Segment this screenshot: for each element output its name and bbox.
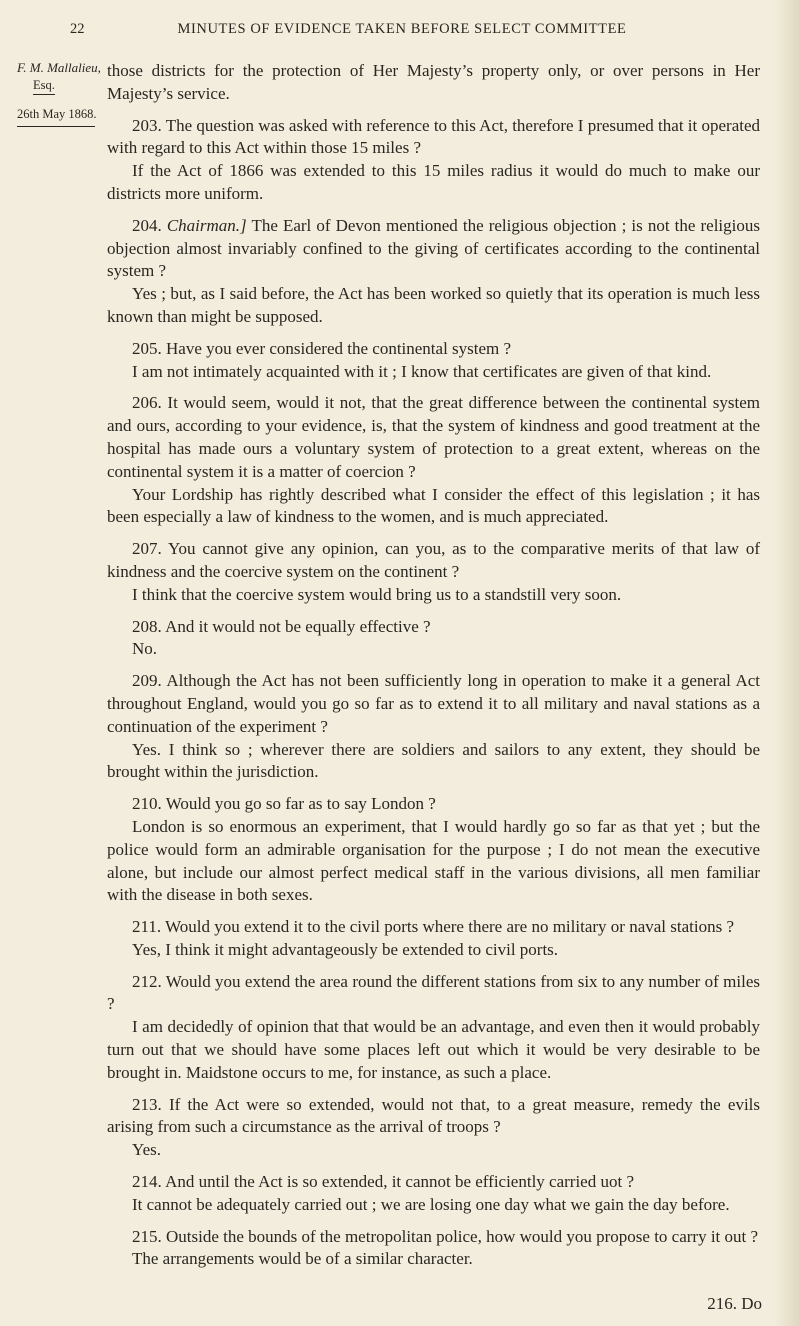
question-block bbox=[107, 115, 760, 206]
question-block bbox=[107, 616, 760, 662]
answer-text: If the Act of 1866 was extended to this 15 miles radius it would do much to make our districts more uniform. bbox=[107, 161, 760, 203]
answer-text: It cannot be adequately carried out ; we are losing one day what we gain the day before. bbox=[132, 1194, 730, 1214]
question-block bbox=[107, 1171, 760, 1217]
answer-text: I am decidedly of opinion that that would be an advantage, and even then it would probably turn out that we should have some places left out which it would be very desirable to be brought in. Maidstone occurs to me, for instance, as such a place. bbox=[107, 1017, 760, 1082]
question-text: Would you go so far as to say London ? bbox=[165, 794, 436, 814]
question-text: Outside the bounds of the metropolitan police, how would you propose to carry it out ? bbox=[166, 1226, 759, 1246]
question-number: 210. bbox=[132, 794, 162, 814]
question-block bbox=[107, 538, 760, 606]
question-block bbox=[107, 1094, 760, 1162]
question-text: And until the Act is so extended, it cannot be efficiently carried uot ? bbox=[165, 1172, 634, 1192]
question-text: The Earl of Devon mentioned the religious objection ; is not the religious objection almost invariably confined to the giving of certificates according to the continental system ? bbox=[107, 215, 760, 281]
margin-note bbox=[17, 60, 103, 127]
question-block bbox=[107, 793, 760, 907]
question-block bbox=[107, 971, 760, 1085]
question-number: 206. bbox=[132, 393, 162, 413]
question bbox=[107, 971, 760, 1017]
question bbox=[107, 793, 760, 816]
question bbox=[107, 1094, 760, 1140]
question bbox=[107, 392, 760, 483]
question-text: Would you extend it to the civil ports where there are no military or naval stations ? bbox=[165, 917, 734, 937]
question bbox=[107, 338, 760, 361]
questions-list bbox=[107, 115, 760, 1272]
question-number: 213. bbox=[132, 1094, 162, 1114]
question bbox=[107, 115, 760, 161]
question-text: It would seem, would it not, that the great difference between the continental system and ours, according to your evidence, is, that the system of kindness and good treatment at the hospital has made ours a voluntary system of protection to a great extent, whereas on the continental system it is a matter of coercion ? bbox=[107, 393, 760, 481]
answer-text: I think that the coercive system would bring us to a standstill very soon. bbox=[132, 584, 622, 604]
question-text: Although the Act has not been sufficiently long in operation to make it a general Act throughout England, would you go so far as to extend it to all military and naval stations as a continuation of the experiment ? bbox=[107, 671, 760, 736]
question-number: 207. bbox=[132, 539, 162, 559]
question-text: And it would not be equally effective ? bbox=[165, 616, 431, 636]
question-text: Would you extend the area round the different stations from six to any number of miles ? bbox=[107, 971, 760, 1014]
margin-rule-long bbox=[17, 126, 95, 127]
witness-suffix: Esq. bbox=[33, 78, 55, 92]
question bbox=[107, 1226, 760, 1249]
page-edge-shadow bbox=[774, 0, 800, 1326]
question-number: 211. bbox=[132, 917, 162, 937]
question-number: 204. bbox=[132, 215, 162, 235]
question-block bbox=[107, 338, 760, 384]
question-block bbox=[107, 670, 760, 784]
speaker-label: Chairman.] bbox=[166, 215, 247, 235]
question-number: 212. bbox=[132, 971, 162, 991]
question bbox=[107, 670, 760, 738]
witness-name: F. M. Mallalieu, bbox=[17, 60, 101, 75]
answer-text: London is so enormous an experiment, that I would hardly go so far as that yet ; but the police would form an admirable organisation for the purpose ; I do not mean the executive alone, but include our almost perfect medical staff in the various divisions, all men familiar with the disease in both sexes. bbox=[107, 816, 760, 905]
answer-text: Yes ; but, as I said before, the Act has been worked so quietly that its operation is much less known than might be supposed. bbox=[107, 284, 760, 326]
answer-text: Yes. I think so ; wherever there are soldiers and sailors to any extent, they should be brought within the jurisdiction. bbox=[107, 739, 760, 782]
running-head: MINUTES OF EVIDENCE TAKEN BEFORE SELECT COMMITTEE bbox=[177, 21, 627, 37]
question bbox=[107, 538, 760, 584]
answer-text: No. bbox=[132, 639, 158, 659]
margin-rule-short bbox=[33, 94, 55, 95]
page-number: 22 bbox=[70, 21, 85, 37]
question-text: Have you ever considered the continental system ? bbox=[166, 338, 512, 358]
question-number: 205. bbox=[132, 338, 162, 358]
question bbox=[107, 1171, 760, 1194]
question-block bbox=[107, 916, 760, 962]
evidence-date: 26th May 1868. bbox=[17, 107, 97, 121]
question-block bbox=[107, 392, 760, 529]
question-number: 209. bbox=[132, 671, 162, 691]
question bbox=[107, 616, 760, 639]
answer-text: The arrangements would be of a similar character. bbox=[132, 1249, 473, 1269]
question-text: If the Act were so extended, would not that, to a great measure, remedy the evils arising from such a circumstance as the arrival of troops ? bbox=[107, 1094, 761, 1137]
evidence-body bbox=[107, 60, 760, 1271]
question-text: The question was asked with reference to this Act, therefore I presumed that it operated with regard to this Act within those 15 miles ? bbox=[107, 115, 761, 158]
question-number: 214. bbox=[132, 1172, 162, 1192]
continuation-text: those districts for the protection of Her Majesty’s property only, or over persons in Her Majesty’s service. bbox=[107, 61, 760, 103]
question-block bbox=[107, 215, 760, 329]
question-text: You cannot give any opinion, can you, as to the comparative merits of that law of kindness and the coercive system on the continent ? bbox=[107, 539, 760, 581]
page-header bbox=[0, 14, 800, 40]
question bbox=[107, 215, 760, 283]
question bbox=[107, 916, 760, 939]
answer-text: Yes. bbox=[132, 1140, 161, 1160]
question-block bbox=[107, 1226, 760, 1272]
question-number: 203. bbox=[132, 115, 162, 135]
question-number: 208. bbox=[132, 616, 162, 636]
question-number: 215. bbox=[132, 1226, 162, 1246]
answer-text: Your Lordship has rightly described what I consider the effect of this legislation ; it has been especially a law of kindness to the women, and is much appreciated. bbox=[107, 484, 760, 527]
answer-text: I am not intimately acquainted with it ; I know that certificates are given of that kind. bbox=[132, 361, 712, 381]
catchword: 216. Do bbox=[707, 1294, 762, 1313]
answer-text: Yes, I think it might advantageously be extended to civil ports. bbox=[132, 939, 559, 959]
